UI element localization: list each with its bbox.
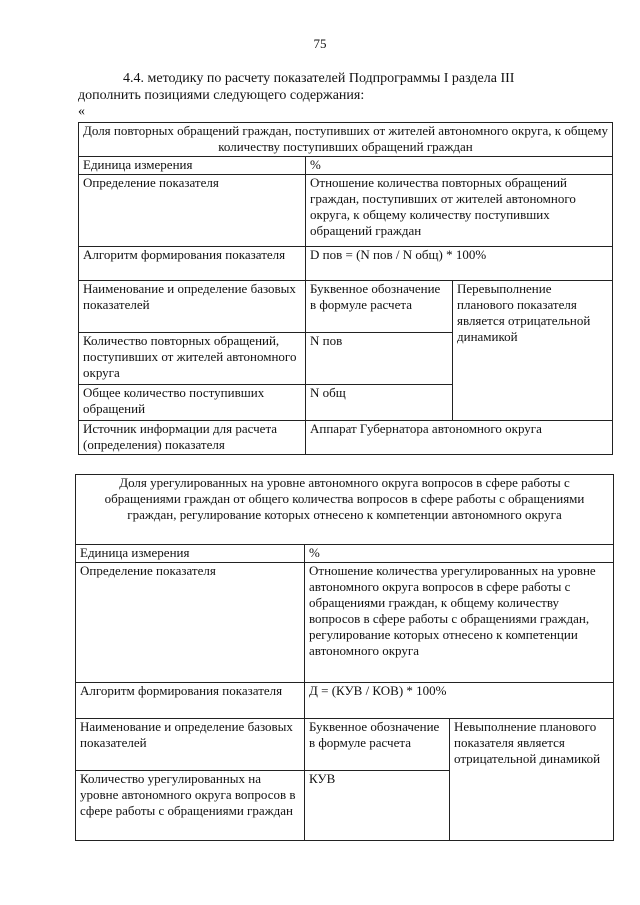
definition-label: Определение показателя: [76, 563, 305, 683]
base-indicator-symbol: КУВ: [305, 771, 450, 841]
indicator-table-2: [75, 474, 614, 841]
indicator-table-1: [78, 122, 613, 455]
algorithm-label: Алгоритм формирования показателя: [79, 247, 306, 281]
base-indicator-symbol: N общ: [306, 385, 453, 421]
unit-label: Единица измерения: [79, 157, 306, 175]
dynamics-note: Невыполнение планового показателя является отрицательной динамикой: [450, 719, 614, 841]
base-indicators-label: Наименование и определение базовых показателей: [76, 719, 305, 771]
definition-label: Определение показателя: [79, 175, 306, 247]
algorithm-value: Д = (КУВ / КОВ) * 100%: [305, 683, 614, 719]
definition-value: Отношение количества повторных обращений граждан, поступивших от жителей автономного округа, к общему количеству поступивших обращений граждан: [306, 175, 613, 247]
base-indicator-name: Количество урегулированных на уровне автономного округа вопросов в сфере работы с обращениями граждан: [76, 771, 305, 841]
letter-designation-label: Буквенное обозначение в формуле расчета: [306, 281, 453, 333]
indicator-title: Доля повторных обращений граждан, поступивших от жителей автономного округа, к общему количеству поступивших обращений граждан: [79, 123, 613, 157]
intro-line-2: дополнить позициями следующего содержания:: [78, 88, 365, 103]
base-indicators-label: Наименование и определение базовых показателей: [79, 281, 306, 333]
base-indicator-name: Общее количество поступивших обращений: [79, 385, 306, 421]
base-indicator-symbol: N пов: [306, 333, 453, 385]
source-value: Аппарат Губернатора автономного округа: [306, 421, 613, 455]
source-label: Источник информации для расчета (определения) показателя: [79, 421, 306, 455]
algorithm-value: D пов = (N пов / N общ) * 100%: [306, 247, 613, 281]
base-indicator-name: Количество повторных обращений, поступивших от жителей автономного округа: [79, 333, 306, 385]
algorithm-label: Алгоритм формирования показателя: [76, 683, 305, 719]
unit-value: %: [305, 545, 614, 563]
opening-quote: «: [78, 104, 85, 119]
definition-value: Отношение количества урегулированных на уровне автономного округа вопросов в сфере работы с обращениями граждан, к общему количеству вопросов в сфере работы с обращениями граждан, регулирование которых отнесено к компетенции автономного округа: [305, 563, 614, 683]
dynamics-note: Перевыполнение планового показателя является отрицательной динамикой: [453, 281, 613, 421]
indicator-title: Доля урегулированных на уровне автономного округа вопросов в сфере работы с обращениями граждан от общего количества вопросов в сфере работы с обращениями граждан, регулирование которых отнесено к компетенции автономного округа: [76, 475, 614, 545]
unit-label: Единица измерения: [76, 545, 305, 563]
page-number: 75: [313, 36, 327, 51]
unit-value: %: [306, 157, 613, 175]
intro-line-1: 4.4. методику по расчету показателей Подпрограммы I раздела III: [123, 71, 515, 86]
letter-designation-label: Буквенное обозначение в формуле расчета: [305, 719, 450, 771]
intro-paragraph: [78, 70, 612, 104]
